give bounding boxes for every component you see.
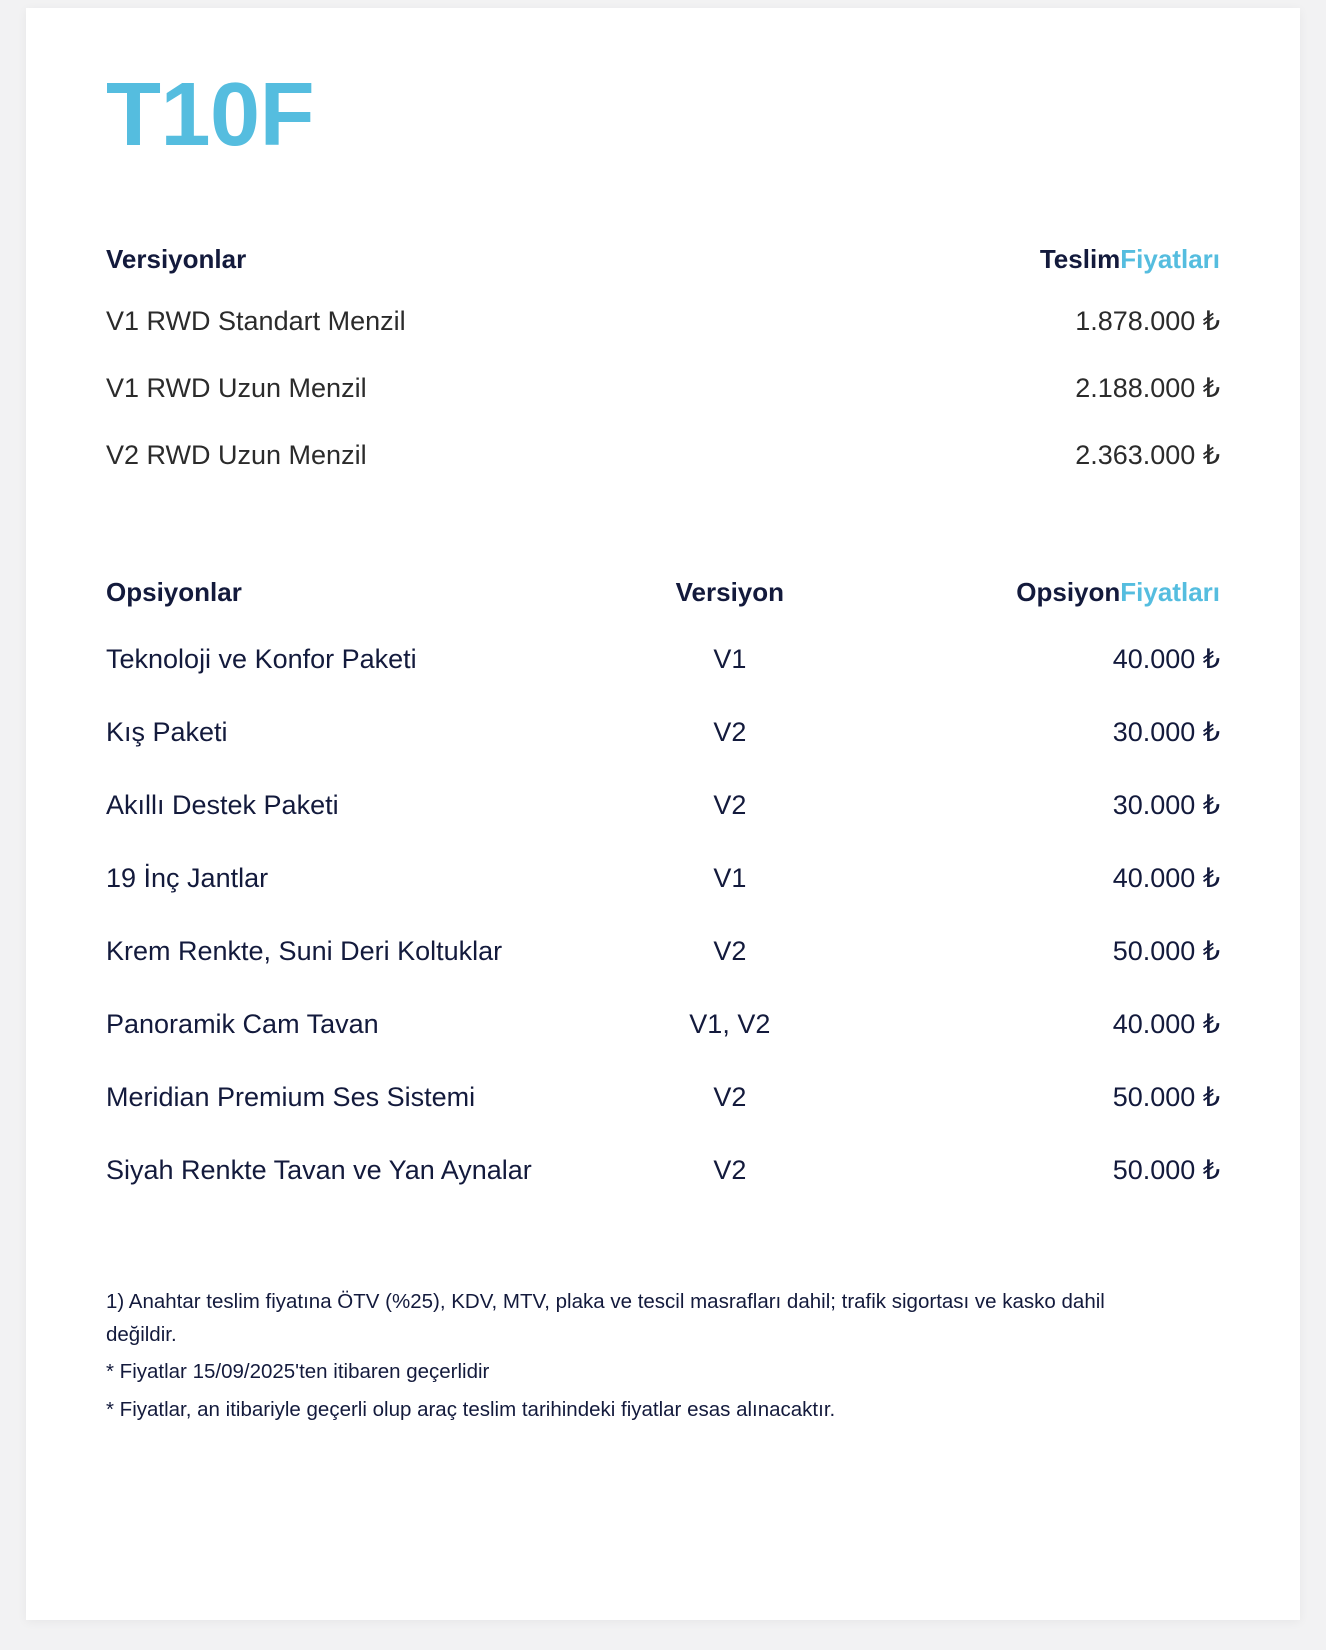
- option-version: V2: [713, 1082, 747, 1112]
- versions-table: [106, 230, 1220, 489]
- option-price: 50.000 ₺: [1112, 1082, 1220, 1112]
- option-name: Akıllı Destek Paketi: [106, 790, 339, 821]
- option-price: 50.000 ₺: [1112, 936, 1220, 966]
- page-title: T10F: [106, 65, 315, 165]
- card-inner: [26, 8, 1300, 1426]
- version-row: [106, 422, 1220, 489]
- version-name: V1 RWD Uzun Menzil: [106, 373, 367, 403]
- option-version: V2: [713, 717, 747, 747]
- versions-header-row: [106, 230, 1220, 288]
- options-table-body: [106, 623, 1220, 1207]
- option-name: Meridian Premium Ses Sistemi: [106, 1082, 476, 1113]
- option-price: 40.000 ₺: [1112, 1009, 1220, 1039]
- option-row: [106, 769, 1220, 842]
- options-header-row: [106, 561, 1220, 623]
- option-price: 30.000 ₺: [1112, 717, 1220, 747]
- option-name: Panoramik Cam Tavan: [106, 1009, 379, 1040]
- options-header-options: Opsiyonlar: [106, 576, 242, 607]
- option-version: V2: [713, 1155, 747, 1185]
- option-row: [106, 1134, 1220, 1207]
- option-row: [106, 696, 1220, 769]
- versions-header-price-dark: Teslim: [1039, 243, 1121, 274]
- footnote-line-1: 1) Anahtar teslim fiyatına ÖTV (%25), KDV, MTV, plaka ve tescil masrafları dahil; trafik sigortası ve kasko dahil değildir.: [106, 1290, 1105, 1347]
- option-row: [106, 988, 1220, 1061]
- option-price: 40.000 ₺: [1112, 863, 1220, 893]
- option-version: V1: [713, 863, 747, 893]
- versions-table-body: [106, 288, 1220, 489]
- versions-header-price-blue: Fiyatları: [1120, 243, 1220, 274]
- option-row: [106, 915, 1220, 988]
- footnote-line-3: * Fiyatlar, an itibariyle geçerli olup araç teslim tarihindeki fiyatlar esas alınacaktır.: [106, 1397, 836, 1421]
- option-name: Teknoloji ve Konfor Paketi: [106, 644, 417, 675]
- options-header-price-blue: Fiyatları: [1120, 576, 1220, 607]
- price-list-card: [26, 8, 1300, 1620]
- option-version: V1: [713, 644, 747, 674]
- option-row: [106, 842, 1220, 915]
- version-price: 2.363.000 ₺: [1075, 440, 1220, 470]
- options-header-version: Versiyon: [675, 576, 785, 607]
- versions-table-head: [106, 230, 1220, 288]
- option-version: V1, V2: [689, 1009, 771, 1039]
- option-price: 50.000 ₺: [1112, 1155, 1220, 1185]
- options-table-head: [106, 561, 1220, 623]
- option-price: 30.000 ₺: [1112, 790, 1220, 820]
- option-row: [106, 623, 1220, 696]
- footnote-line-2: * Fiyatlar 15/09/2025'ten itibaren geçerlidir: [106, 1360, 490, 1384]
- option-price: 40.000 ₺: [1112, 644, 1220, 674]
- option-name: Siyah Renkte Tavan ve Yan Aynalar: [106, 1155, 532, 1186]
- version-row: [106, 355, 1220, 422]
- option-version: V2: [713, 936, 747, 966]
- version-price: 2.188.000 ₺: [1075, 373, 1220, 403]
- version-price: 1.878.000 ₺: [1075, 306, 1220, 336]
- versions-header-label: Versiyonlar: [106, 243, 247, 274]
- version-row: [106, 288, 1220, 355]
- options-header-price-dark: Opsiyon: [1016, 576, 1121, 607]
- options-section: [106, 561, 1220, 1207]
- versions-header-price: [774, 230, 1220, 288]
- option-name: Kış Paketi: [106, 717, 228, 748]
- version-name: V2 RWD Uzun Menzil: [106, 440, 367, 470]
- option-name: 19 İnç Jantlar: [106, 863, 269, 894]
- footnotes: [106, 1285, 1176, 1426]
- option-version: V2: [713, 790, 747, 820]
- options-table: [106, 561, 1220, 1207]
- option-name: Krem Renkte, Suni Deri Koltuklar: [106, 936, 503, 967]
- options-header-price: [864, 561, 1220, 623]
- option-row: [106, 1061, 1220, 1134]
- version-name: V1 RWD Standart Menzil: [106, 306, 406, 336]
